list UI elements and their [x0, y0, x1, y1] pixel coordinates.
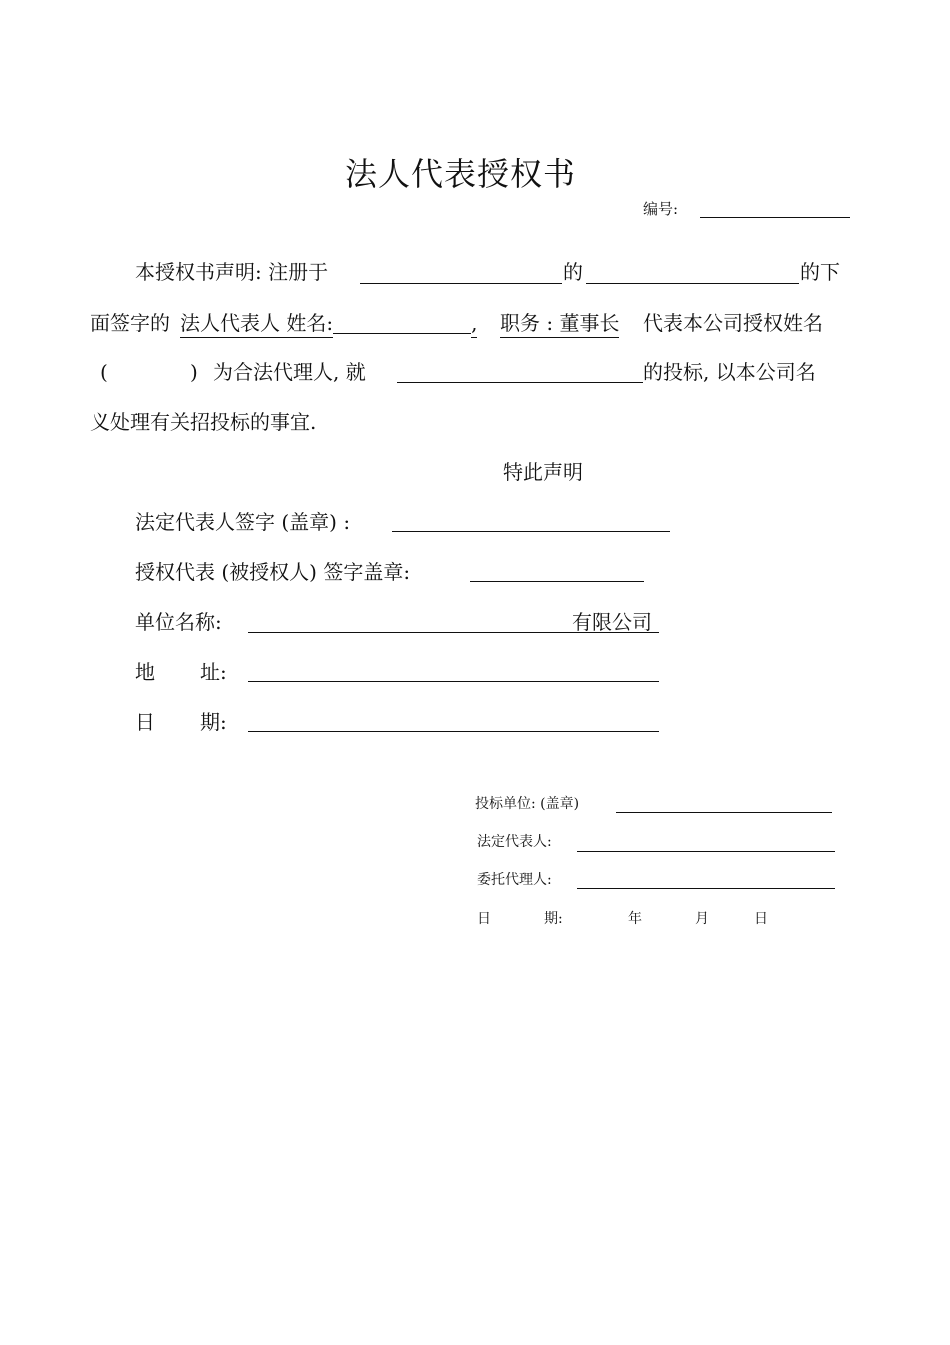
- date-field[interactable]: [248, 731, 659, 732]
- paren-open: (: [100, 360, 108, 384]
- footer-agent-field[interactable]: [577, 888, 835, 889]
- address-label-b: 址:: [200, 660, 227, 684]
- body-line3-end: 的投标, 以本公司名: [643, 360, 816, 384]
- footer-year: 年: [628, 911, 642, 927]
- body-line1-start: 本授权书声明: 注册于: [135, 260, 329, 284]
- body-line1-mid: 的: [563, 260, 583, 284]
- serial-label: 编号:: [643, 200, 679, 218]
- page-title: 法人代表授权书: [345, 155, 577, 193]
- footer-date-label-b: 期:: [544, 911, 563, 927]
- body-line2-end: 代表本公司授权姓名: [643, 311, 823, 335]
- footer-bid-unit-label: 投标单位: (盖章): [475, 796, 580, 812]
- footer-day: 日: [754, 911, 768, 927]
- auth-sign-label: 授权代表 (被授权人) 签字盖章:: [135, 560, 411, 584]
- position-label: 职务 : 董事长: [500, 313, 619, 333]
- registration-place-field[interactable]: [360, 283, 562, 284]
- unit-name-label: 单位名称:: [135, 610, 222, 634]
- footer-date-label-a: 日: [477, 911, 491, 927]
- address-label-a: 地: [135, 660, 155, 684]
- legal-rep-name-field[interactable]: [333, 313, 471, 334]
- footer-month: 月: [695, 911, 709, 927]
- legal-sign-label: 法定代表人签字 (盖章) :: [135, 510, 351, 534]
- body-line3-mid: 为合法代理人, 就: [213, 360, 366, 384]
- serial-field[interactable]: [700, 217, 850, 218]
- footer-bid-unit-field[interactable]: [616, 812, 832, 813]
- unit-suffix: 有限公司: [572, 610, 652, 634]
- legal-sign-field[interactable]: [392, 531, 670, 532]
- footer-legal-rep-field[interactable]: [577, 851, 835, 852]
- address-field[interactable]: [248, 681, 659, 682]
- company-name-field[interactable]: [586, 283, 799, 284]
- body-line1-end: 的下: [800, 260, 840, 284]
- project-name-field[interactable]: [397, 382, 643, 383]
- footer-agent-label: 委托代理人:: [477, 872, 552, 888]
- body-line2-start: 面签字的: [90, 311, 170, 335]
- legal-rep-name-label: 法人代表人 姓名: ,: [180, 313, 477, 334]
- declaration-text: 特此声明: [503, 460, 583, 484]
- paren-close: ): [190, 360, 198, 384]
- date-label-b: 期:: [200, 710, 227, 734]
- footer-legal-rep-label: 法定代表人:: [477, 834, 552, 850]
- auth-sign-field[interactable]: [470, 581, 644, 582]
- date-label-a: 日: [135, 710, 155, 734]
- body-line4: 义处理有关招投标的事宜.: [90, 410, 317, 434]
